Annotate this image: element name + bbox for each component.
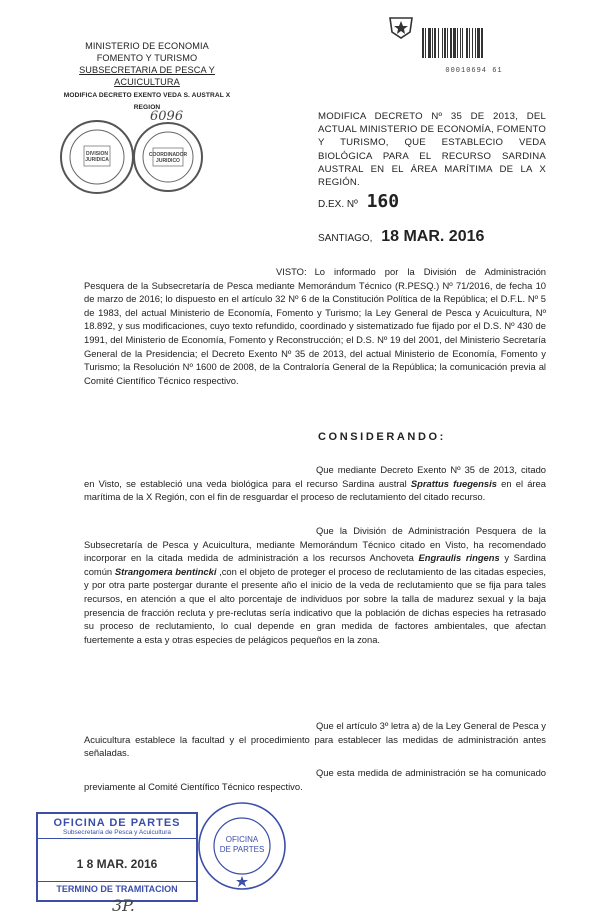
- date-city: SANTIAGO,: [318, 233, 373, 244]
- stamp-footer: TERMINO DE TRAMITACION: [38, 881, 196, 894]
- decree-number-row: [318, 191, 399, 212]
- letterhead: [52, 40, 242, 114]
- handwritten-note: 3P.: [112, 896, 135, 915]
- p2-text-b: y Sardina común: [84, 552, 546, 577]
- undersecretariat-name: SUBSECRETARIA DE PESCA Y ACUICULTURA: [79, 65, 215, 87]
- ministry-name: MINISTERIO DE ECONOMIA: [85, 41, 209, 51]
- ministry-name-2: FOMENTO Y TURISMO: [96, 53, 198, 63]
- stamp-date: 1 8 MAR. 2016: [76, 857, 158, 871]
- stamp-line-1: COORDINADOR: [148, 152, 188, 158]
- p3-text: Que el artículo 3º letra a) de la Ley General de Pesca y Acuicultura establece la facultad y el procedimiento para establecer las medidas de administración antes señaladas.: [84, 720, 546, 759]
- visto-text: Lo informado por la División de Administración Pesquera de la Subsecretaría de Pesca mediante Memorándum Técnico (R.PESQ.) Nº 71/2016, de fecha 10 de marzo de 2016; lo dispuesto en el artículo 32 Nº 6 de la Constitución Política de la República; el D.F.L. Nº 5 de 1983, del actual Ministerio de Economía, Fomento y Turismo; la Ley General de Pesca y Acuicultura, Nº 18.892, y sus modificaciones, cuyo texto refundido, coordinado y sistematizado fue fijado por el D.S. Nº 430 de 1991, del Ministerio de Economía, Fomento y Reconstrucción; el D.S. Nº 19 del 2001, del Ministerio Secretaría General de la Presidencia; el Decreto Exento Nº 35 de 2013, del actual Ministerio de Economía, Fomento y Turismo; la Resolución Nº 1600 de 2008, de la Contraloría General de la República; la comunicación previa al Comité Científico Técnico respectivo.: [84, 266, 546, 386]
- p2-species-2: Strangomera bentincki: [114, 565, 217, 577]
- stamp-division-juridica: [60, 120, 134, 194]
- p2-text-c: ,con el objeto de proteger el proceso de reclutamiento de las citadas especies, y por otra parte postergar durante el presente año el inicio de la veda de reclutamiento que se fija para tales recursos, en atención a que el alto porcentaje de individuos por sobre la talla de madurez sexual y la baja presencia de fracción recluta y pre-reclutas sería indicativo que la población de dichas especies ha retrasado su proceso de reclutamiento, lo cual depende en gran medida de factores ambientales, que afectan fuertemente a esta y otras especies de pelágicos pequeños en la zona.: [84, 565, 547, 645]
- p1-text-b: en el área marítima de la X Región, con el fin de resguardar el proceso de reclutamiento del citado recurso.: [84, 477, 546, 503]
- stamp-title: OFICINA DE PARTES: [53, 817, 181, 829]
- p1-species: Sprattus fuegensis: [410, 477, 497, 489]
- p2-text-a: Que la División de Administración Pesquera de la Subsecretaría de Pesca y Acuicultura, mediante Memorándum Técnico citado en Visto, ha recomendado incorporar en la citada medida de administración a los recursos Anchoveta: [84, 525, 546, 564]
- visto-lead: VISTO:: [276, 266, 307, 277]
- barcode-number: 00010694 61: [445, 67, 503, 75]
- stamp-coordinador-juridico: [133, 122, 203, 192]
- decree-subject: MODIFICA DECRETO Nº 35 DE 2013, DEL ACTUAL MINISTERIO DE ECONOMÍA, FOMENTO Y TURISMO, QUE ESTABLECIO VEDA BIOLÓGICA PARA EL RECURSO SARDINA AUSTRAL EN EL ÁREA MARÍTIMA DE LA X REGIÓN.: [318, 111, 546, 189]
- considerando-paragraph-4: [84, 766, 546, 793]
- oficina-partes-stamp: [36, 812, 198, 902]
- stamp-line-2: JURIDICA: [85, 157, 109, 163]
- barcode-label: [420, 26, 528, 75]
- considerando-paragraph-3: [84, 719, 546, 760]
- decree-number: 160: [366, 191, 400, 212]
- barcode: [420, 26, 528, 62]
- handwritten-file-number: 6096: [150, 109, 184, 124]
- header-subject: MODIFICA DECRETO EXENTO VEDA S. AUSTRAL X REGION: [63, 92, 231, 111]
- stamp-subtitle: Subsecretaría de Pesca y Acuicultura: [38, 829, 196, 839]
- stamp-line-2: JURIDICO: [156, 158, 180, 164]
- government-logo: [386, 14, 416, 40]
- stamp-line-1: DIVISION: [86, 151, 108, 157]
- considerando-heading: CONSIDERANDO:: [318, 431, 446, 443]
- p2-species-1: Engraulis ringens: [418, 552, 500, 564]
- visto-paragraph: [84, 265, 546, 387]
- round-office-stamp: [196, 800, 288, 892]
- date-value: 18 MAR. 2016: [381, 228, 485, 245]
- date-row: [318, 228, 484, 246]
- p1-text-a: Que mediante Decreto Exento Nº 35 de 2013, citado en Visto, se estableció una veda biológica para el recurso Sardina austral: [84, 464, 546, 489]
- round-stamp-line-1: OFICINA: [225, 835, 259, 844]
- considerando-paragraph-2: [84, 524, 546, 646]
- p4-text: Que esta medida de administración se ha comunicado previamente al Comité Científico Técnico respectivo.: [84, 767, 546, 792]
- round-stamp-line-2: DE PARTES: [219, 845, 265, 854]
- decree-label: D.EX. Nº: [318, 199, 358, 210]
- considerando-paragraph-1: [84, 463, 546, 504]
